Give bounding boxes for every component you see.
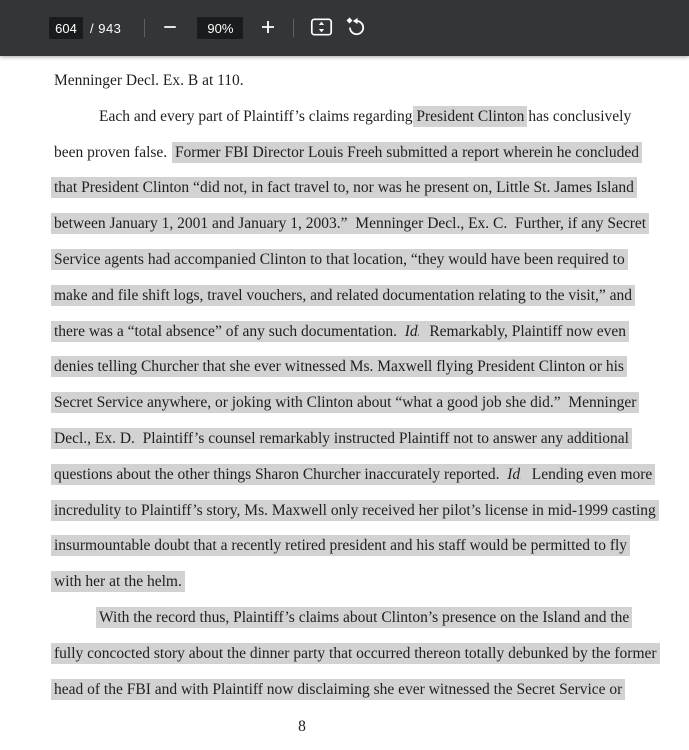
text-segment: Each and every part of Plaintiff’s claims regarding: [99, 107, 417, 125]
text-line: [54, 493, 689, 529]
highlighted-text: Decl., Ex. D. Plaintiff’s counsel remarkably instructed Plaintiff not to answer any additional: [54, 429, 629, 447]
highlighted-text: denies telling Churcher that she ever witnessed Ms. Maxwell flying President Clinton or his: [54, 358, 624, 376]
highlighted-text: incredulity to Plaintiff’s story, Ms. Maxwell only received her pilot’s license in mid-1999 casting: [54, 501, 656, 519]
text-segment: been proven false.: [54, 143, 175, 161]
text-segment: has conclusively: [524, 107, 632, 125]
highlighted-text: head of the FBI and with Plaintiff now disclaiming she ever witnessed the Secret Service or: [54, 680, 623, 698]
page-total-label: / 943: [90, 20, 122, 36]
highlighted-text: Remarkably, Plaintiff now even: [421, 322, 627, 340]
text-line: [54, 170, 689, 206]
highlighted-text: With the record thus, Plaintiff’s claims about Clinton’s presence on the Island and the: [99, 608, 630, 626]
highlighted-text: make and file shift logs, travel vouchers, and related documentation relating to the visit,” and: [54, 286, 633, 304]
text-line: [54, 457, 689, 493]
rotate-counterclockwise-icon: [345, 16, 367, 41]
text-line: [54, 63, 689, 99]
text-line: [54, 206, 689, 242]
text-line: [54, 242, 689, 278]
highlighted-text: between January 1, 2001 and January 1, 2003.” Menninger Decl., Ex. C. Further, if any Secret: [54, 215, 647, 233]
highlighted-text: there was a “total absence” of any such documentation.: [54, 322, 405, 340]
document-lines: [0, 56, 689, 707]
toolbar-divider: [293, 19, 294, 37]
zoom-in-button[interactable]: [256, 16, 280, 40]
highlighted-text: President Clinton: [416, 107, 525, 125]
text-line: [54, 314, 689, 350]
fit-to-page-icon: [310, 17, 333, 40]
text-line: [54, 636, 689, 672]
highlighted-text: with her at the helm.: [54, 573, 182, 591]
text-line: [54, 135, 689, 171]
text-line: [54, 600, 689, 636]
highlighted-text: that President Clinton “did not, in fact travel to, nor was he present on, Little St. James Island: [54, 179, 634, 197]
highlighted-text: insurmountable doubt that a recently retired president and his staff would be permitted to fly: [54, 537, 628, 555]
document-page-number: 8: [298, 718, 306, 736]
highlighted-text: fully concocted story about the dinner party that occurred thereon totally debunked by the former: [54, 644, 657, 662]
toolbar-divider: [144, 19, 145, 37]
plus-icon: [260, 19, 276, 38]
text-line: [54, 564, 689, 600]
highlighted-text: Lending even more: [524, 465, 653, 483]
pdf-toolbar: [0, 0, 689, 56]
text-segment: Menninger Decl. Ex. B at 110.: [54, 72, 244, 89]
highlighted-text: Former FBI Director Louis Freeh submitted a report wherein he concluded: [174, 143, 639, 161]
text-line: [54, 99, 689, 135]
zoom-out-button[interactable]: [158, 16, 182, 40]
document-page: [0, 56, 689, 750]
highlighted-text: Id.: [507, 465, 525, 483]
text-line: [54, 278, 689, 314]
fit-to-page-button[interactable]: [309, 16, 333, 40]
highlighted-text: Secret Service anywhere, or joking with Clinton about “what a good job she did.” Menninger: [54, 394, 637, 412]
page-number-input[interactable]: [49, 17, 83, 39]
highlighted-text: Service agents had accompanied Clinton to that location, “they would have been required to: [54, 250, 625, 268]
text-line: [54, 421, 689, 457]
highlighted-text: Id.: [404, 322, 422, 340]
minus-icon: [162, 19, 178, 38]
text-line: [54, 385, 689, 421]
highlighted-text: questions about the other things Sharon Churcher inaccurately reported.: [54, 465, 508, 483]
text-line: [54, 349, 689, 385]
text-line: [54, 528, 689, 564]
text-line: [54, 672, 689, 708]
zoom-level-display: 90%: [197, 17, 243, 39]
rotate-counterclockwise-button[interactable]: [344, 16, 368, 40]
